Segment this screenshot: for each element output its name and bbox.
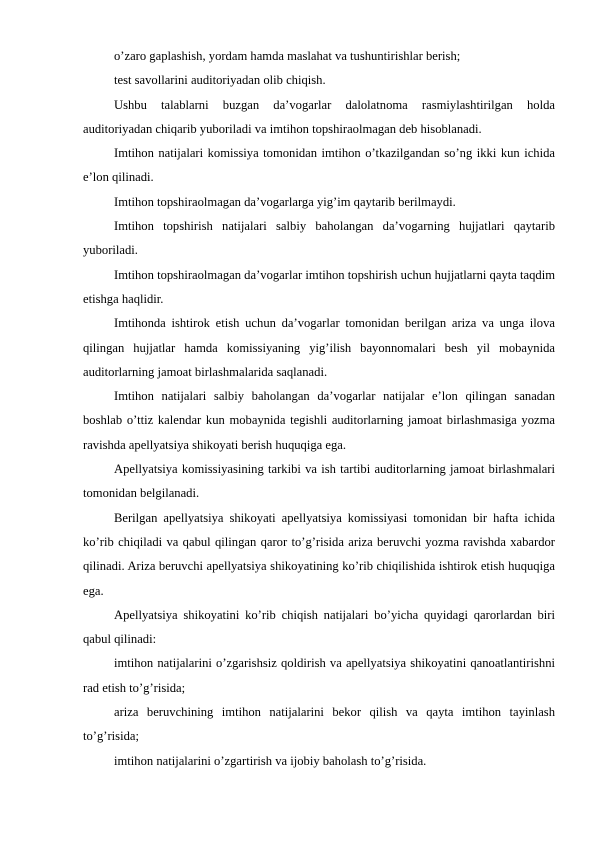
paragraph: Apellyatsiya shikoyatini ko’rib chiqish natijalari bo’yicha quyidagi qarorlardan biri qabul qilinadi: [83, 607, 555, 647]
paragraph: ariza beruvchining imtihon natijalarini bekor qilish va qayta imtihon tayinlash to’g’risida; [83, 705, 555, 744]
paragraph: Ushbu talablarni buzgan da’vogarlar dalolatnoma rasmiylashtirilgan holda auditoriyadan chiqarib yuboriladi va imtihon topshiraolmagan deb hisoblanadi. [83, 97, 555, 136]
paragraph: Imtihon topshiraolmagan da’vogarlarga yig’im qaytarib berilmaydi. [114, 194, 456, 209]
paragraph: Imtihon topshiraolmagan da’vogarlar imtihon topshirish uchun hujjatlarni qayta taqdim etishga haqlidir. [83, 267, 555, 306]
document-body [83, 44, 555, 773]
paragraph: Imtihon natijalari salbiy baholangan da’vogarlar natijalar e’lon qilingan sanadan boshlab o’ttiz kalendar kun mobaynida tegishli auditorlarning jamoat birlashmasiga yozma ravishda apellyatsiya shikoyati berish huquqiga ega. [83, 389, 555, 452]
paragraph: Imtihonda ishtirok etish uchun da’vogarlar tomonidan berilgan ariza va unga ilova qilingan hujjatlar hamda komissiyaning yig’ilish bayonnomalari besh yil mobaynida auditorlarning jamoat birlashmalarida saqlanadi. [83, 316, 555, 379]
paragraph: imtihon natijalarini o’zgarishsiz qoldirish va apellyatsiya shikoyatini qanoatlantirishni rad etish to’g’risida; [83, 656, 555, 695]
paragraph: o’zaro gaplashish, yordam hamda maslahat va tushuntirishlar berish; [114, 49, 461, 63]
paragraph: Imtihon topshirish natijalari salbiy baholangan da’vogarning hujjatlari qaytarib yuboriladi. [83, 219, 555, 258]
paragraph: test savollarini auditoriyadan olib chiqish. [114, 73, 326, 88]
paragraph: Berilgan apellyatsiya shikoyati apellyatsiya komissiyasi tomonidan bir hafta ichida ko’rib chiqiladi va qabul qilingan qaror to’g’risida ariza beruvchi yozma ravishda xabardor qilinadi. Ariza beruvchi apellyatsiya shikoyatining ko’rib chiqilishida ishtirok etish huquqiga ega. [83, 510, 555, 598]
paragraph: Imtihon natijalari komissiya tomonidan imtihon o’tkazilgandan so’ng ikki kun ichida e’lon qilinadi. [83, 146, 555, 185]
paragraph: Apellyatsiya komissiyasining tarkibi va ish tartibi auditorlarning jamoat birlashmalari tomonidan belgilanadi. [83, 462, 555, 501]
paragraph: imtihon natijalarini o’zgartirish va ijobiy baholash to’g’risida. [114, 753, 427, 768]
